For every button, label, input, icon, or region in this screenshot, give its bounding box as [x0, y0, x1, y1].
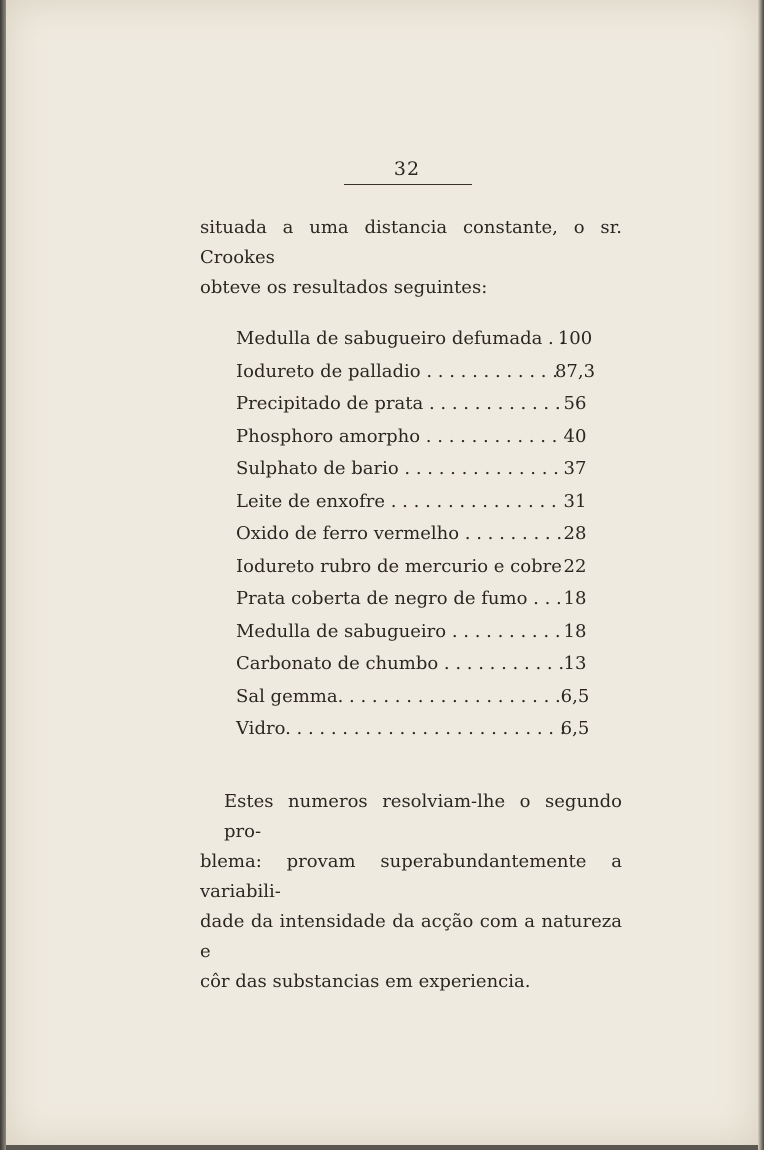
table-row: [230, 648, 620, 681]
conclusion-line: dade da intensidade da acção com a natureza e: [200, 911, 622, 962]
substance-value: 18: [563, 588, 587, 609]
table-row: [230, 356, 620, 389]
substance-value: 13: [563, 653, 587, 674]
substance-value: 28: [563, 523, 587, 544]
substance-value: 100: [557, 328, 593, 349]
substance-value: 40: [563, 425, 587, 447]
table-row: [230, 388, 620, 421]
substance-name: Sulphato de bario . . . . . . . . . . . . . .: [236, 458, 559, 479]
substance-value: 87,3: [554, 360, 596, 382]
table-row: [230, 518, 620, 551]
page-number: 32: [393, 158, 421, 180]
substance-name: Medulla de sabugueiro . . . . . . . . . .: [236, 620, 561, 642]
table-row: [230, 453, 620, 486]
table-row: [230, 681, 620, 714]
substance-name: Phosphoro amorpho . . . . . . . . . . . .: [236, 425, 558, 447]
intro-paragraph: [200, 213, 622, 303]
substance-name: Medulla de sabugueiro defumada . .: [236, 328, 566, 349]
substance-name: Vidro. . . . . . . . . . . . . . . . . . . . . . . . .: [236, 718, 566, 739]
substance-value: 6,5: [560, 718, 590, 739]
page-edge-right: [758, 0, 764, 1150]
substance-name: Sal gemma. . . . . . . . . . . . . . . . . . . .: [236, 685, 561, 707]
substance-value: 18: [563, 620, 587, 642]
table-row: [230, 616, 620, 649]
substance-name: Precipitado de prata . . . . . . . . . . . .: [236, 393, 561, 414]
substance-value: 56: [563, 393, 587, 414]
table-row: [230, 551, 620, 584]
table-row: [230, 583, 620, 616]
substance-value: 6,5: [560, 685, 590, 707]
intro-line: situada a uma distancia constante, o sr. Crookes: [200, 217, 622, 268]
table-row: [230, 421, 620, 454]
intro-line: obteve os resultados seguintes:: [200, 277, 488, 298]
substance-name: Iodureto de palladio . . . . . . . . . . . .: [236, 360, 558, 382]
substance-name: Leite de enxofre . . . . . . . . . . . . . . .: [236, 490, 557, 512]
conclusion-line: Estes numeros resolviam-lhe o segundo pro-: [224, 791, 622, 842]
table-row: [230, 713, 620, 746]
conclusion-paragraph: [200, 787, 622, 997]
table-row: [230, 323, 620, 356]
table-row: [230, 486, 620, 519]
substance-value: 31: [563, 490, 587, 512]
substance-name: Iodureto rubro de mercurio e cobre: [236, 555, 562, 577]
header-rule: [344, 184, 472, 185]
substance-name: Carbonato de chumbo . . . . . . . . . . .: [236, 653, 565, 674]
substance-name: Oxido de ferro vermelho . . . . . . . . .: [236, 523, 563, 544]
conclusion-line: blema: provam superabundantemente a variabili-: [200, 851, 622, 902]
substance-value: 37: [563, 458, 587, 479]
results-table: [230, 323, 620, 746]
substance-value: 22: [563, 555, 587, 577]
book-page: [6, 0, 758, 1145]
conclusion-line: côr das substancias em experiencia.: [200, 971, 531, 992]
substance-name: Prata coberta de negro de fumo . . .: [236, 588, 562, 609]
